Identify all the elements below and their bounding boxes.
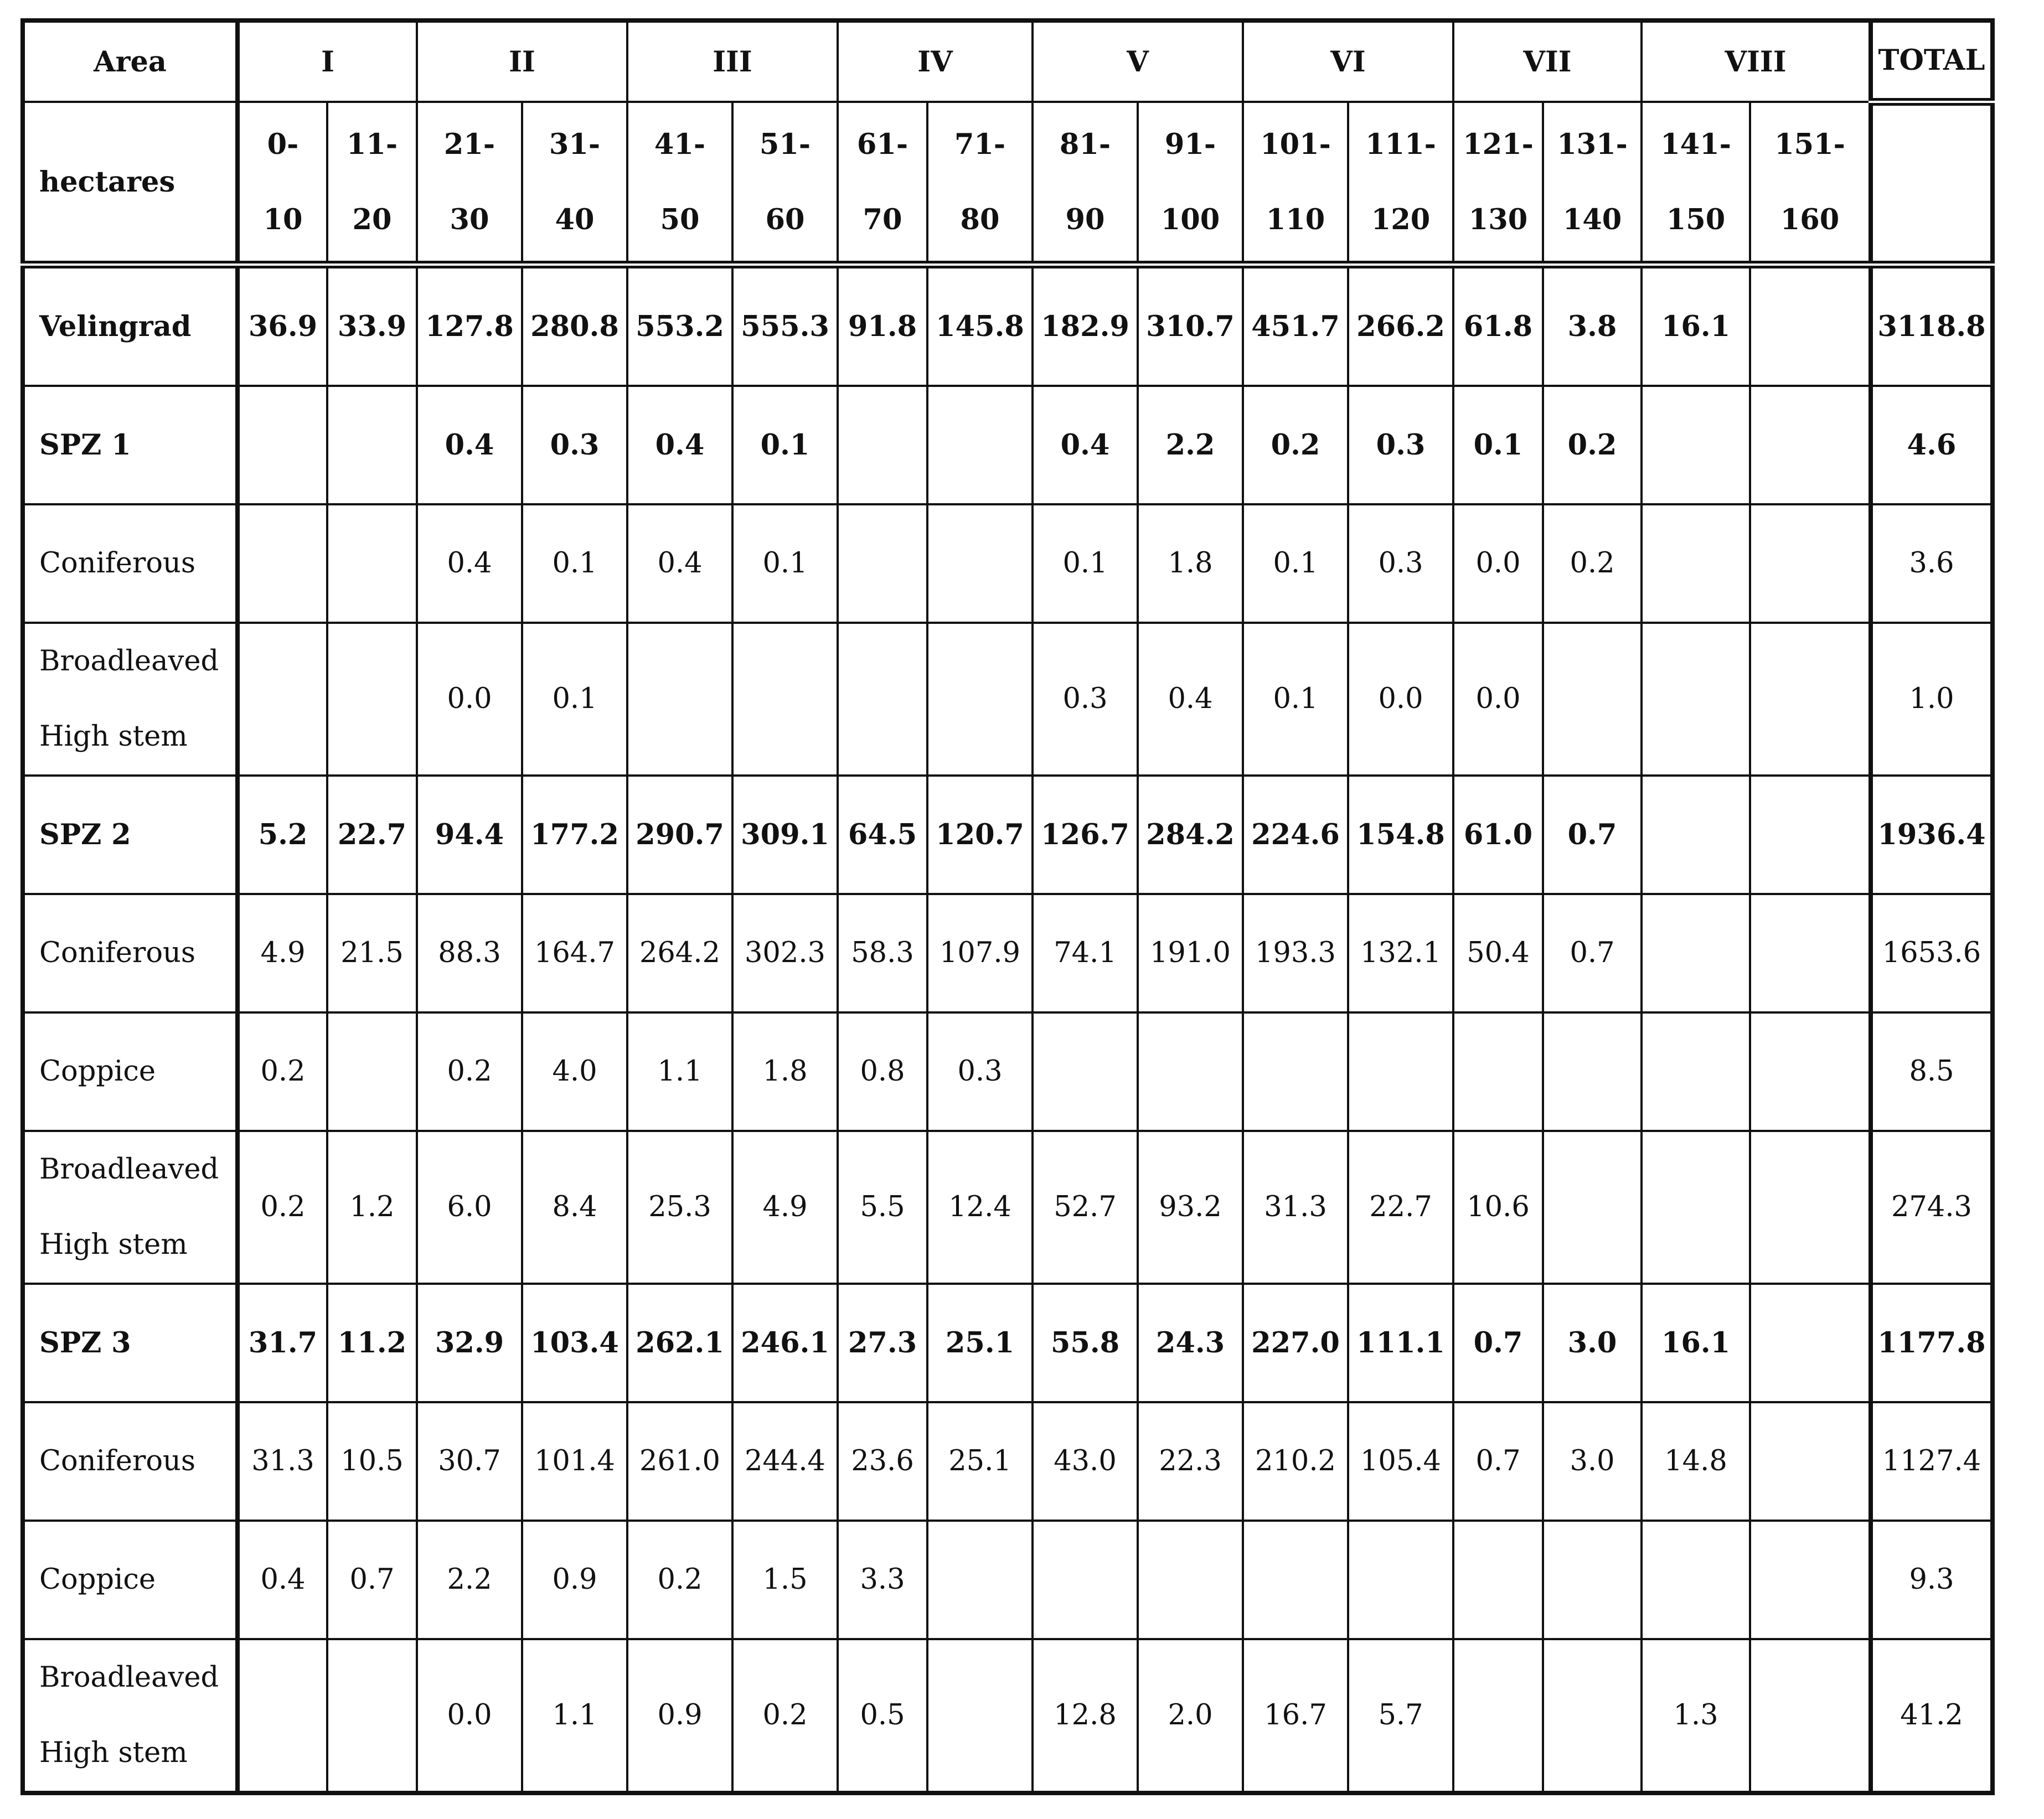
table-cell: 36.9	[238, 265, 327, 386]
table-cell	[1543, 1639, 1642, 1793]
table-cell	[927, 504, 1033, 623]
table-cell	[1750, 1012, 1871, 1131]
table-cell	[1750, 386, 1871, 504]
table-cell	[1750, 1131, 1871, 1284]
table-cell: 244.4	[732, 1402, 838, 1521]
table-cell	[1453, 1012, 1543, 1131]
header-age-range-line: 70	[863, 203, 902, 236]
table-cell	[1642, 1012, 1750, 1131]
table-cell: 0.4	[627, 386, 732, 504]
table-cell: 55.8	[1033, 1284, 1138, 1402]
header-age-range	[238, 102, 327, 265]
table-cell: 0.1	[1033, 504, 1138, 623]
table-cell	[1642, 386, 1750, 504]
table-cell: 12.4	[927, 1131, 1033, 1284]
table-cell	[238, 1639, 327, 1793]
table-cell	[627, 623, 732, 776]
table-cell: 2.2	[1138, 386, 1243, 504]
table-cell: 3.0	[1543, 1284, 1642, 1402]
table-cell: 5.5	[838, 1131, 927, 1284]
table-cell	[838, 386, 927, 504]
header-age-range	[1033, 102, 1138, 265]
table-cell: 0.3	[1348, 386, 1453, 504]
header-age-range	[1348, 102, 1453, 265]
table-cell: 25.3	[627, 1131, 732, 1284]
header-age-range	[327, 102, 417, 265]
table-cell	[1033, 1012, 1138, 1131]
table-cell: 25.1	[927, 1402, 1033, 1521]
table-cell: 284.2	[1138, 776, 1243, 894]
table-cell	[927, 1639, 1033, 1793]
header-age-range-line: 51-	[759, 127, 811, 161]
table-cell: 31.3	[238, 1402, 327, 1521]
table-cell: 14.8	[1642, 1402, 1750, 1521]
header-age-range-line: 100	[1160, 203, 1220, 236]
table-cell: 11.2	[327, 1284, 417, 1402]
row-total: 1127.4	[1871, 1402, 1993, 1521]
table-cell: 1.8	[1138, 504, 1243, 623]
table-cell: 31.7	[238, 1284, 327, 1402]
table-cell: 16.1	[1642, 265, 1750, 386]
table-cell	[327, 504, 417, 623]
table-cell: 266.2	[1348, 265, 1453, 386]
table-cell	[1642, 894, 1750, 1012]
table-cell: 0.2	[1543, 386, 1642, 504]
header-age-class: I	[238, 20, 417, 102]
table-cell: 27.3	[838, 1284, 927, 1402]
header-age-range-line: 0-	[267, 127, 299, 161]
header-age-range-line: 110	[1266, 203, 1325, 236]
table-cell: 105.4	[1348, 1402, 1453, 1521]
table-cell: 107.9	[927, 894, 1033, 1012]
table-cell: 0.7	[1453, 1402, 1543, 1521]
table-cell	[732, 623, 838, 776]
table-row	[23, 1639, 1993, 1793]
header-age-range-line: 40	[555, 203, 595, 236]
table-cell: 10.5	[327, 1402, 417, 1521]
row-label-line: Broadleaved	[39, 1661, 219, 1694]
table-cell: 262.1	[627, 1284, 732, 1402]
table-cell: 0.0	[1453, 623, 1543, 776]
table-cell: 22.7	[1348, 1131, 1453, 1284]
table-cell: 88.3	[417, 894, 522, 1012]
row-label-line: Broadleaved	[39, 1153, 219, 1186]
header-age-range-line: 31-	[549, 127, 601, 161]
header-age-range-line: 30	[450, 203, 489, 236]
header-age-range-line: 131-	[1557, 127, 1628, 161]
header-age-range	[522, 102, 627, 265]
table-cell: 224.6	[1243, 776, 1348, 894]
header-age-range	[838, 102, 927, 265]
table-cell: 16.1	[1642, 1284, 1750, 1402]
table-cell: 0.7	[327, 1521, 417, 1639]
table-cell: 553.2	[627, 265, 732, 386]
header-total-blank	[1871, 102, 1993, 265]
header-age-range-line: 80	[960, 203, 1000, 236]
table-cell: 101.4	[522, 1402, 627, 1521]
table-cell	[1033, 1521, 1138, 1639]
table-cell	[927, 386, 1033, 504]
header-age-range-line: 111-	[1365, 127, 1436, 161]
table-cell: 0.2	[1543, 504, 1642, 623]
table-cell: 182.9	[1033, 265, 1138, 386]
header-age-range-line: 140	[1562, 203, 1622, 236]
table-cell	[1750, 776, 1871, 894]
table-cell	[238, 386, 327, 504]
table-cell	[238, 623, 327, 776]
table-cell	[1543, 623, 1642, 776]
table-cell: 451.7	[1243, 265, 1348, 386]
table-cell: 0.1	[1453, 386, 1543, 504]
row-total: 3118.8	[1871, 265, 1993, 386]
table-cell	[1750, 1521, 1871, 1639]
table-cell	[1138, 1012, 1243, 1131]
row-total: 9.3	[1871, 1521, 1993, 1639]
table-cell: 4.9	[732, 1131, 838, 1284]
table-cell: 1.1	[627, 1012, 732, 1131]
table-cell: 0.1	[732, 504, 838, 623]
table-cell: 31.3	[1243, 1131, 1348, 1284]
table-cell	[1243, 1521, 1348, 1639]
header-age-range-line: 20	[352, 203, 392, 236]
table-cell	[1543, 1012, 1642, 1131]
table-cell: 246.1	[732, 1284, 838, 1402]
header-age-range	[1453, 102, 1543, 265]
table-cell	[1243, 1012, 1348, 1131]
header-age-range-line: 50	[660, 203, 700, 236]
table-row	[23, 1284, 1993, 1402]
row-total: 41.2	[1871, 1639, 1993, 1793]
table-cell: 3.3	[838, 1521, 927, 1639]
table-cell: 50.4	[1453, 894, 1543, 1012]
table-cell: 290.7	[627, 776, 732, 894]
header-age-class: III	[627, 20, 838, 102]
table-cell: 127.8	[417, 265, 522, 386]
table-row	[23, 623, 1993, 776]
table-cell: 309.1	[732, 776, 838, 894]
header-age-range-line: 71-	[954, 127, 1006, 161]
table-cell: 52.7	[1033, 1131, 1138, 1284]
header-age-range	[1138, 102, 1243, 265]
table-body	[23, 20, 1993, 1793]
row-label: Coniferous	[23, 504, 238, 623]
table-cell: 5.2	[238, 776, 327, 894]
header-age-range-line: 120	[1371, 203, 1431, 236]
header-age-range	[627, 102, 732, 265]
row-total: 1177.8	[1871, 1284, 1993, 1402]
header-age-range-line: 91-	[1164, 127, 1216, 161]
table-row	[23, 504, 1993, 623]
table-cell: 1.8	[732, 1012, 838, 1131]
table-cell: 21.5	[327, 894, 417, 1012]
table-cell: 64.5	[838, 776, 927, 894]
table-cell: 58.3	[838, 894, 927, 1012]
table-cell: 0.2	[732, 1639, 838, 1793]
header-age-range-line: 151-	[1774, 127, 1845, 161]
row-total: 8.5	[1871, 1012, 1993, 1131]
table-cell	[1642, 1131, 1750, 1284]
header-age-range	[732, 102, 838, 265]
table-cell: 261.0	[627, 1402, 732, 1521]
table-cell	[1750, 894, 1871, 1012]
table-cell	[1453, 1639, 1543, 1793]
table-cell: 8.4	[522, 1131, 627, 1284]
header-age-range-line: 141-	[1660, 127, 1731, 161]
header-age-range-line: 10	[263, 203, 303, 236]
header-age-range-line: 150	[1666, 203, 1726, 236]
table-row	[23, 386, 1993, 504]
table-cell: 164.7	[522, 894, 627, 1012]
table-cell: 193.3	[1243, 894, 1348, 1012]
table-cell: 191.0	[1138, 894, 1243, 1012]
table-cell	[327, 1639, 417, 1793]
table-cell	[1750, 1402, 1871, 1521]
table-cell: 0.1	[1243, 623, 1348, 776]
table-cell: 6.0	[417, 1131, 522, 1284]
row-label	[23, 623, 238, 776]
header-age-class: VII	[1453, 20, 1642, 102]
header-age-range-line: 160	[1780, 203, 1840, 236]
table-cell: 302.3	[732, 894, 838, 1012]
header-area: Area	[23, 20, 238, 102]
row-label: Coniferous	[23, 1402, 238, 1521]
table-cell	[1453, 1521, 1543, 1639]
table-cell: 22.3	[1138, 1402, 1243, 1521]
header-age-range-line: 11-	[346, 127, 398, 161]
table-cell: 32.9	[417, 1284, 522, 1402]
table-cell: 0.4	[627, 504, 732, 623]
table-cell: 4.9	[238, 894, 327, 1012]
header-age-range-line: 21-	[443, 127, 495, 161]
table-cell: 310.7	[1138, 265, 1243, 386]
header-age-range-line: 60	[765, 203, 805, 236]
table-cell: 0.2	[627, 1521, 732, 1639]
table-cell	[238, 504, 327, 623]
header-age-class: VI	[1243, 20, 1453, 102]
header-total: TOTAL	[1871, 20, 1993, 102]
row-label: SPZ 1	[23, 386, 238, 504]
table-row	[23, 265, 1993, 386]
table-cell	[1642, 1521, 1750, 1639]
table-cell: 145.8	[927, 265, 1033, 386]
table-cell: 126.7	[1033, 776, 1138, 894]
table-cell	[1642, 623, 1750, 776]
table-cell: 0.2	[1243, 386, 1348, 504]
header-age-range	[1642, 102, 1750, 265]
table-cell: 0.4	[417, 386, 522, 504]
table-cell: 227.0	[1243, 1284, 1348, 1402]
table-cell: 1.2	[327, 1131, 417, 1284]
table-cell: 0.3	[1033, 623, 1138, 776]
table-cell	[1348, 1012, 1453, 1131]
table-cell: 12.8	[1033, 1639, 1138, 1793]
table-cell: 74.1	[1033, 894, 1138, 1012]
table-cell	[327, 386, 417, 504]
table-cell: 3.8	[1543, 265, 1642, 386]
table-cell: 0.5	[838, 1639, 927, 1793]
table-cell: 43.0	[1033, 1402, 1138, 1521]
table-cell: 0.8	[838, 1012, 927, 1131]
row-label: Coppice	[23, 1521, 238, 1639]
row-total: 4.6	[1871, 386, 1993, 504]
table-cell	[1750, 1639, 1871, 1793]
header-hectares: hectares	[23, 102, 238, 265]
table-cell: 555.3	[732, 265, 838, 386]
table-cell: 1.3	[1642, 1639, 1750, 1793]
table-row	[23, 1012, 1993, 1131]
table-cell: 0.9	[627, 1639, 732, 1793]
table-cell: 3.0	[1543, 1402, 1642, 1521]
table-cell: 111.1	[1348, 1284, 1453, 1402]
table-cell	[927, 623, 1033, 776]
table-cell: 30.7	[417, 1402, 522, 1521]
row-label: Coniferous	[23, 894, 238, 1012]
table-row	[23, 1131, 1993, 1284]
header-age-range-line: 121-	[1463, 127, 1534, 161]
row-label: SPZ 2	[23, 776, 238, 894]
table-cell	[838, 623, 927, 776]
table-cell: 0.9	[522, 1521, 627, 1639]
header-row-age-classes	[23, 20, 1993, 102]
table-cell: 23.6	[838, 1402, 927, 1521]
table-cell: 2.0	[1138, 1639, 1243, 1793]
table-cell	[327, 623, 417, 776]
table-cell: 0.1	[522, 504, 627, 623]
table-cell: 0.0	[1453, 504, 1543, 623]
header-age-range	[1543, 102, 1642, 265]
table-cell: 0.4	[417, 504, 522, 623]
row-total: 1653.6	[1871, 894, 1993, 1012]
table-cell	[1138, 1521, 1243, 1639]
header-age-class: V	[1033, 20, 1243, 102]
table-cell: 2.2	[417, 1521, 522, 1639]
table-cell: 25.1	[927, 1284, 1033, 1402]
table-cell	[1543, 1521, 1642, 1639]
table-cell: 0.0	[417, 623, 522, 776]
table-cell	[838, 504, 927, 623]
table-cell	[1750, 504, 1871, 623]
table-cell: 0.4	[1033, 386, 1138, 504]
header-age-range	[1750, 102, 1871, 265]
table-cell: 0.2	[417, 1012, 522, 1131]
row-label-line: High stem	[39, 1228, 188, 1261]
table-cell: 0.3	[522, 386, 627, 504]
table-cell: 264.2	[627, 894, 732, 1012]
table-cell: 24.3	[1138, 1284, 1243, 1402]
table-cell: 0.0	[417, 1639, 522, 1793]
table-row	[23, 776, 1993, 894]
header-age-class: II	[417, 20, 627, 102]
table-cell: 4.0	[522, 1012, 627, 1131]
row-label-line: High stem	[39, 720, 188, 753]
row-label: Velingrad	[23, 265, 238, 386]
table-cell: 61.8	[1453, 265, 1543, 386]
table-cell: 132.1	[1348, 894, 1453, 1012]
row-label	[23, 1639, 238, 1793]
table-cell: 93.2	[1138, 1131, 1243, 1284]
table-cell	[927, 1521, 1033, 1639]
table-cell: 280.8	[522, 265, 627, 386]
row-total: 3.6	[1871, 504, 1993, 623]
row-total: 274.3	[1871, 1131, 1993, 1284]
table-cell: 0.1	[732, 386, 838, 504]
table-cell: 0.7	[1543, 894, 1642, 1012]
row-label-line: Broadleaved	[39, 645, 219, 678]
table-cell: 0.4	[238, 1521, 327, 1639]
table-cell	[1642, 504, 1750, 623]
table-cell: 61.0	[1453, 776, 1543, 894]
table-cell: 0.4	[1138, 623, 1243, 776]
table-cell: 10.6	[1453, 1131, 1543, 1284]
table-cell: 0.7	[1543, 776, 1642, 894]
table-cell: 94.4	[417, 776, 522, 894]
row-label	[23, 1131, 238, 1284]
table-cell	[1750, 623, 1871, 776]
table-cell: 0.2	[238, 1012, 327, 1131]
header-age-range-line: 90	[1065, 203, 1105, 236]
table-cell	[1642, 776, 1750, 894]
table-cell: 154.8	[1348, 776, 1453, 894]
table-cell: 0.7	[1453, 1284, 1543, 1402]
table-row	[23, 1521, 1993, 1639]
table-cell: 0.3	[927, 1012, 1033, 1131]
table-cell: 1.1	[522, 1639, 627, 1793]
header-age-range-line: 41-	[654, 127, 706, 161]
table-cell: 22.7	[327, 776, 417, 894]
header-age-class: IV	[838, 20, 1033, 102]
row-total: 1936.4	[1871, 776, 1993, 894]
header-age-range	[927, 102, 1033, 265]
header-row-age-ranges	[23, 102, 1993, 265]
table-cell: 0.0	[1348, 623, 1453, 776]
header-age-range	[1243, 102, 1348, 265]
table-cell	[1543, 1131, 1642, 1284]
header-age-range	[417, 102, 522, 265]
table-cell: 16.7	[1243, 1639, 1348, 1793]
header-age-range-line: 81-	[1059, 127, 1111, 161]
document-page	[20, 18, 1995, 1795]
table-cell: 0.1	[522, 623, 627, 776]
row-label-line: High stem	[39, 1737, 188, 1769]
table-cell: 0.2	[238, 1131, 327, 1284]
row-total: 1.0	[1871, 623, 1993, 776]
table-cell: 5.7	[1348, 1639, 1453, 1793]
header-age-class: VIII	[1642, 20, 1871, 102]
row-label: Coppice	[23, 1012, 238, 1131]
table-cell	[1348, 1521, 1453, 1639]
header-age-range-line: 130	[1468, 203, 1528, 236]
table-cell: 91.8	[838, 265, 927, 386]
header-age-range-line: 101-	[1260, 127, 1331, 161]
table-cell: 210.2	[1243, 1402, 1348, 1521]
table-row	[23, 894, 1993, 1012]
header-age-range-line: 61-	[856, 127, 909, 161]
table-cell: 0.3	[1348, 504, 1453, 623]
table-cell: 177.2	[522, 776, 627, 894]
table-cell	[1750, 1284, 1871, 1402]
table-cell	[1750, 265, 1871, 386]
row-label: SPZ 3	[23, 1284, 238, 1402]
table-cell	[327, 1012, 417, 1131]
table-cell: 1.5	[732, 1521, 838, 1639]
table-cell: 0.1	[1243, 504, 1348, 623]
forest-area-table	[20, 18, 1995, 1795]
table-cell: 120.7	[927, 776, 1033, 894]
table-cell: 33.9	[327, 265, 417, 386]
table-cell: 103.4	[522, 1284, 627, 1402]
table-row	[23, 1402, 1993, 1521]
